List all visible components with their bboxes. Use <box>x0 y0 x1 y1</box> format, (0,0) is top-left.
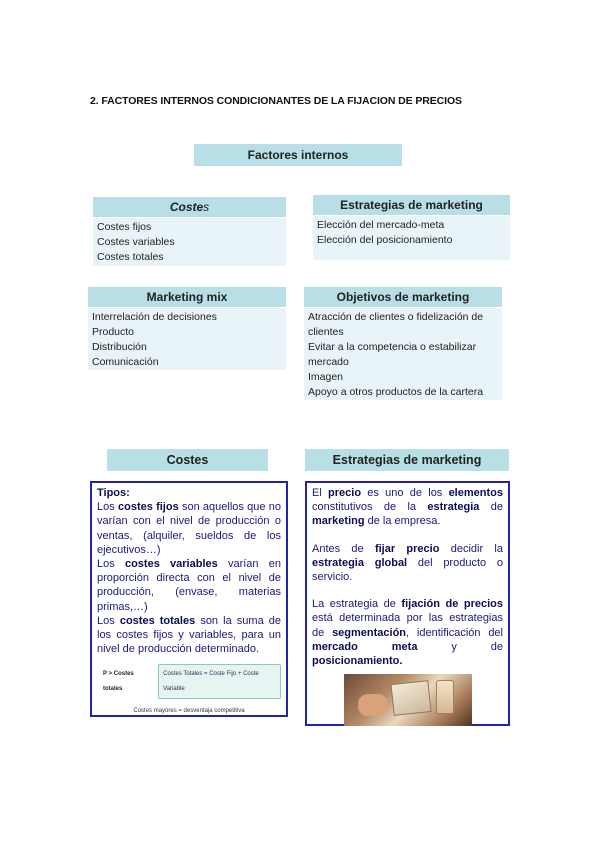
list-item: Elección del posicionamiento <box>317 234 453 246</box>
list-item: Distribución <box>92 341 147 353</box>
list-item: Imagen <box>308 371 344 383</box>
list-item: Apoyo a otros productos de la cartera <box>308 386 484 398</box>
mix-panel-title: Marketing mix <box>88 287 286 307</box>
costes-detail-box <box>90 481 288 717</box>
costes-fijos-text: Los costes fijos son aquellos que no varían con el nivel de producción o ventas, (alquiler, sueldos de los ejecutivos…) <box>97 501 281 556</box>
list-item: mercado <box>308 356 349 368</box>
list-item: Costes totales <box>97 251 164 263</box>
tipos-label: Tipos: <box>97 487 130 499</box>
list-item: Costes variables <box>97 236 175 248</box>
costes-panel-title <box>93 197 286 217</box>
objetivos-panel-list <box>304 308 502 400</box>
estrategias-paragraph-3: La estrategia de fijación de precios está determinada por las estrategias de segmentación, identificación del mercado meta y de posicionamiento. <box>312 598 503 668</box>
costes-detail-title: Costes <box>107 449 268 471</box>
phone-shape <box>436 680 454 714</box>
list-item: Interrelación de decisiones <box>92 311 217 323</box>
list-item: Atracción de clientes o fidelización de <box>308 311 484 323</box>
estrategias-panel-title: Estrategias de marketing <box>313 195 510 215</box>
costes-title-main: Coste <box>169 200 204 214</box>
estrategias-detail-box <box>305 481 510 726</box>
costes-totales-text: Los costes totales son la suma de los costes fijos y variables, para un nivel de producción determinado. <box>97 614 282 656</box>
list-item: Costes fijos <box>97 221 152 233</box>
costes-variables-text: Los costes variables varían en proporción directa con el nivel de producción, (envase, materias primas,…) <box>97 558 281 613</box>
list-item: Comunicación <box>92 356 159 368</box>
list-item: Evitar a la competencia o estabilizar <box>308 341 477 353</box>
estrategias-panel-list <box>313 216 510 260</box>
estrategias-detail-title: Estrategias de marketing <box>305 449 509 471</box>
formula-left: P > Costes totales <box>103 671 134 692</box>
section-heading: 2. FACTORES INTERNOS CONDICIONANTES DE LA FIJACION DE PRECIOS <box>90 95 462 107</box>
estrategias-paragraph-2: Antes de fijar precio decidir la estrategia global del producto o servicio. <box>312 542 503 584</box>
formula-row <box>103 664 281 698</box>
tablet-shape <box>390 680 431 716</box>
costes-panel-list <box>93 218 286 266</box>
list-item: Elección del mercado-meta <box>317 219 445 231</box>
list-item: clientes <box>308 326 344 338</box>
formula-note: Costes mayores = desventaja competitiva <box>133 707 245 714</box>
product-photo <box>344 674 472 726</box>
formula-box: Costes Totales = Coste Fijo + Coste Variable <box>158 664 281 698</box>
hand-shape <box>358 694 388 716</box>
estrategias-paragraph-1: El precio es uno de los elementos constitutivos de la estrategia de marketing de la empresa. <box>312 487 503 528</box>
objetivos-panel-title: Objetivos de marketing <box>304 287 502 307</box>
mix-panel-list <box>88 308 286 370</box>
list-item: Producto <box>92 326 135 338</box>
costes-title-suffix: s <box>203 200 210 214</box>
factores-internos-title: Factores internos <box>194 144 402 166</box>
